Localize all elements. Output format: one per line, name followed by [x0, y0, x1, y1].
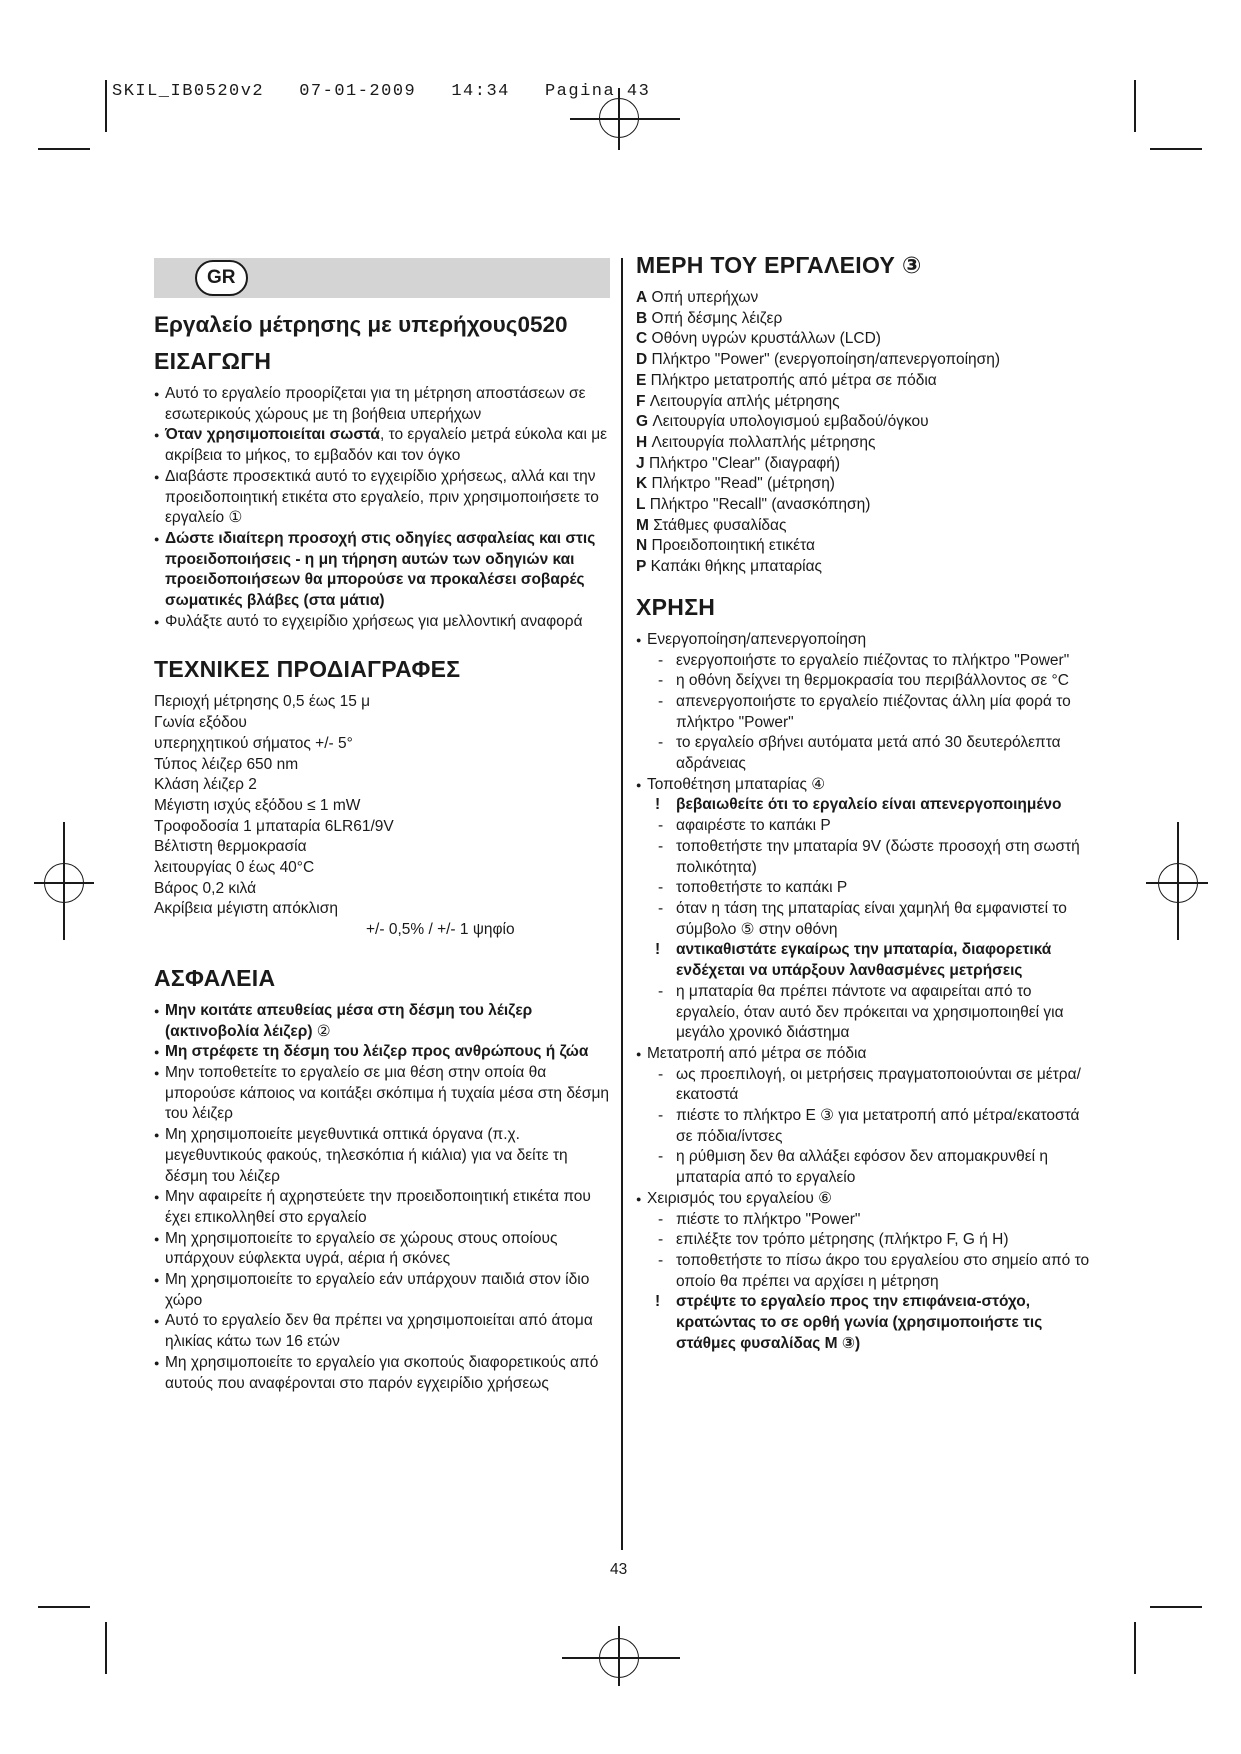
list-item: ● Ενεργοποίηση/απενεργοποίηση: [636, 630, 1096, 651]
warning-item: ! βεβαιωθείτε ότι το εργαλείο είναι απενεργοποιημένο: [636, 795, 1096, 816]
specs-list: [154, 692, 610, 940]
use-heading: ΧΡΗΣΗ: [636, 593, 716, 620]
part-key: A: [636, 289, 648, 306]
list-item: [154, 1001, 610, 1042]
part-item: [636, 454, 1096, 475]
spec-line: Τύπος λέιζερ 650 nm: [154, 755, 299, 773]
intro-list: [154, 384, 610, 632]
part-text: Λειτουργία υπολογισμού εμβαδού/όγκου: [652, 413, 929, 431]
spec-accuracy: +/- 0,5% / +/- 1 ψηφίο: [366, 921, 515, 939]
sub-item: - η μπαταρία θα πρέπει πάντοτε να αφαιρείται από το εργαλείο, όταν αυτό δεν πρόκειται να χρησιμοποιηθεί για μεγάλο χρονικό διάστημα: [636, 982, 1096, 1044]
part-item: [636, 557, 1096, 578]
part-key: J: [636, 454, 645, 472]
part-text: Πλήκτρο "Clear" (διαγραφή): [648, 454, 841, 472]
crop-mark: [38, 1606, 90, 1608]
part-text: Οπή υπερήχων: [651, 289, 759, 306]
part-text: Πλήκτρο "Read" (μέτρηση): [651, 475, 835, 493]
list-item: ● Μη στρέφετε τη δέσμη του λέιζερ προς ανθρώπους ή ζώα: [154, 1042, 610, 1063]
list-item: [154, 425, 610, 466]
part-key: E: [636, 371, 647, 389]
list-item: ● Διαβάστε προσεκτικά αυτό το εγχειρίδιο χρήσεως, αλλά και την προειδοποιητική ετικέτα στο εργαλείο, πριν χρησιμοποιήσετε το εργαλείο ①: [154, 467, 610, 529]
registration-mark-line: [562, 1657, 680, 1659]
sub-item: - πιέστε το πλήκτρο "Power": [636, 1210, 1096, 1231]
part-key: G: [636, 413, 649, 431]
left-column: [154, 258, 610, 1394]
part-text: Οθόνη υγρών κρυστάλλων (LCD): [651, 330, 881, 348]
crop-mark: [1150, 148, 1202, 150]
crop-mark: [105, 80, 107, 132]
sub-item: - τοποθετήστε το πίσω άκρο του εργαλείου στο σημείο από το οποίο θα πρέπει να αρχίσει η μέτρηση: [636, 1251, 1096, 1292]
spec-line: Μέγιστη ισχύς εξόδου ≤ 1 mW: [154, 796, 361, 814]
part-text: Προειδοποιητική ετικέτα: [651, 537, 815, 555]
part-text: Πλήκτρο "Recall" (ανασκόπηση): [649, 496, 871, 514]
safety-list: [154, 1001, 610, 1394]
part-item: [636, 371, 1096, 392]
safety-heading: ΑΣΦΑΛΕΙΑ: [154, 964, 276, 991]
spec-line: Γωνία εξόδου: [154, 714, 247, 732]
emphasis: Μην κοιτάτε απευθείας μέσα στη δέσμη του λέιζερ (ακτινοβολία λέιζερ): [165, 1001, 533, 1040]
column-divider: [621, 258, 623, 1550]
crop-mark: [38, 148, 90, 150]
list-item: ● Φυλάξτε αυτό το εγχειρίδιο χρήσεως για μελλοντική αναφορά: [154, 612, 610, 633]
crop-mark: [105, 1622, 107, 1674]
language-badge: GR: [195, 260, 248, 296]
part-text: Καπάκι θήκης μπαταρίας: [650, 558, 823, 576]
list-item: ● Αυτό το εργαλείο προορίζεται για τη μέτρηση αποστάσεων σε εσωτερικούς χώρους με τη βοήθεια υπερήχων: [154, 384, 610, 425]
spec-line: Βάρος 0,2 κιλά: [154, 879, 257, 897]
part-text: Οπή δέσμης λέιζερ: [651, 309, 783, 327]
part-key: B: [636, 309, 648, 327]
registration-mark-line: [63, 822, 65, 940]
intro-heading: ΕΙΣΑΓΩΓΗ: [154, 348, 272, 374]
part-item: [636, 495, 1096, 516]
crop-mark: [1134, 1622, 1136, 1674]
list-item: ● Μη χρησιμοποιείτε το εργαλείο για σκοπούς διαφορετικούς από αυτούς που αναφέρονται στο παρόν εγχειρίδιο χρήσεως: [154, 1353, 610, 1394]
spec-line: Κλάση λέιζερ 2: [154, 776, 257, 794]
part-item: [636, 288, 1096, 309]
sub-item: - το εργαλείο σβήνει αυτόματα μετά από 30 δευτερόλεπτα αδράνειας: [636, 733, 1096, 774]
part-text: Στάθμες φυσαλίδας: [653, 516, 787, 534]
part-key: C: [636, 330, 648, 348]
spec-line: λειτουργίας 0 έως 40°C: [154, 859, 315, 877]
print-header: SKIL_IB0520v2 07-01-2009 14:34 Pagina 43: [112, 82, 651, 101]
list-item-text: ②: [312, 1022, 331, 1040]
sub-item: - ενεργοποιήστε το εργαλείο πιέζοντας το πλήκτρο "Power": [636, 651, 1096, 672]
part-text: Λειτουργία απλής μέτρησης: [649, 392, 840, 410]
crop-mark: [1150, 1606, 1202, 1608]
spec-line: Τροφοδοσία 1 μπαταρία 6LR61/9V: [154, 817, 394, 835]
list-item: ● Δώστε ιδιαίτερη προσοχή στις οδηγίες ασφαλείας και στις προειδοποιήσεις - η μη τήρηση αυτών των οδηγιών και προειδοποιήσεων θα μπορούσε να προκαλέσει σοβαρές σωματικές βλάβες (στα μάτια): [154, 529, 610, 612]
part-text: Πλήκτρο "Power" (ενεργοποίηση/απενεργοποίηση): [651, 351, 1000, 369]
language-bar: [154, 258, 610, 298]
registration-mark-line: [1177, 822, 1179, 940]
sub-item: - όταν η τάση της μπαταρίας είναι χαμηλή θα εμφανιστεί το σύμβολο ⑤ στην οθόνη: [636, 899, 1096, 940]
list-item: ● Μετατροπή από μέτρα σε πόδια: [636, 1044, 1096, 1065]
part-key: N: [636, 537, 648, 555]
sub-item: - απενεργοποιήστε το εργαλείο πιέζοντας άλλη μία φορά το πλήκτρο "Power": [636, 692, 1096, 733]
sub-item: - επιλέξτε τον τρόπο μέτρησης (πλήκτρο F, G ή H): [636, 1230, 1096, 1251]
part-key: H: [636, 433, 648, 451]
part-key: P: [636, 558, 647, 576]
spec-line: Ακρίβεια μέγιστη απόκλιση: [154, 900, 338, 918]
spec-line: Περιοχή μέτρησης 0,5 έως 15 μ: [154, 693, 371, 711]
registration-mark-line: [618, 1626, 620, 1686]
spec-line: υπερηχητικού σήματος +/- 5°: [154, 734, 353, 752]
part-item: [636, 536, 1096, 557]
warning-item: ! αντικαθιστάτε εγκαίρως την μπαταρία, διαφορετικά ενδέχεται να υπάρξουν λανθασμένες μετρήσεις: [636, 940, 1096, 981]
part-text: Πλήκτρο μετατροπής από μέτρα σε πόδια: [650, 371, 937, 389]
parts-list: [636, 288, 1096, 578]
sub-item: - αφαιρέστε το καπάκι P: [636, 816, 1096, 837]
list-item: ● Μη χρησιμοποιείτε το εργαλείο εάν υπάρχουν παιδιά στον ίδιο χώρο: [154, 1270, 610, 1311]
list-item: ● Μην τοποθετείτε το εργαλείο σε μια θέση στην οποία θα μπορούσε κάποιος να κοιτάξει σκόπιμα ή τυχαία μέσα στη δέσμη του λέιζερ: [154, 1063, 610, 1125]
document-title: Εργαλείο μέτρησης με υπερήχους0520: [154, 312, 568, 337]
part-key: K: [636, 475, 648, 493]
use-list: [636, 630, 1096, 1355]
crop-mark: [1134, 80, 1136, 132]
specs-heading: ΤΕΧΝΙΚΕΣ ΠΡΟΔΙΑΓΡΑΦΕΣ: [154, 656, 461, 683]
sub-item: - τοποθετήστε την μπαταρία 9V (δώστε προσοχή στη σωστή πολικότητα): [636, 837, 1096, 878]
registration-mark-line: [570, 118, 680, 120]
part-item: [636, 412, 1096, 433]
sub-item: - η ρύθμιση δεν θα αλλάξει εφόσον δεν απομακρυνθεί η μπαταρία από το εργαλείο: [636, 1147, 1096, 1188]
page-number: 43: [610, 1561, 628, 1578]
part-item: [636, 309, 1096, 330]
part-item: [636, 329, 1096, 350]
sub-item: - τοποθετήστε το καπάκι P: [636, 878, 1096, 899]
part-key: M: [636, 516, 649, 534]
list-item: ● Μην αφαιρείτε ή αχρηστεύετε την προειδοποιητική ετικέτα που έχει επικολληθεί στο εργαλείο: [154, 1187, 610, 1228]
part-item: [636, 350, 1096, 371]
part-item: [636, 392, 1096, 413]
warning-item: ! στρέψτε το εργαλείο προς την επιφάνεια-στόχο, κρατώντας το σε ορθή γωνία (χρησιμοποιήστε τις στάθμες φυσαλίδας M ③): [636, 1292, 1096, 1354]
list-item: ● Μη χρησιμοποιείτε μεγεθυντικά οπτικά όργανα (π.χ. μεγεθυντικούς φακούς, τηλεσκόπια ή κιάλια) για να δείτε τη δέσμη του λέιζερ: [154, 1125, 610, 1187]
part-key: L: [636, 496, 646, 514]
part-item: [636, 516, 1096, 537]
list-item: ● Τοποθέτηση μπαταρίας ④: [636, 775, 1096, 796]
list-item: ● Αυτό το εργαλείο δεν θα πρέπει να χρησιμοποιείται από άτομα ηλικίας κάτω των 16 ετών: [154, 1311, 610, 1352]
sub-item: - πιέστε το πλήκτρο E ③ για μετατροπή από μέτρα/εκατοστά σε πόδια/ίντσες: [636, 1106, 1096, 1147]
list-item: ● Χειρισμός του εργαλείου ⑥: [636, 1189, 1096, 1210]
spec-line: Βέλτιστη θερμοκρασία: [154, 838, 307, 856]
parts-heading: ΜΕΡΗ ΤΟΥ ΕΡΓΑΛΕΙΟΥ ③: [636, 252, 922, 278]
emphasis: Όταν χρησιμοποιείται σωστά: [165, 426, 380, 444]
part-key: F: [636, 392, 646, 410]
right-column: [636, 250, 1096, 1354]
sub-item: - η οθόνη δείχνει τη θερμοκρασία του περιβάλλοντος σε °C: [636, 671, 1096, 692]
part-item: [636, 474, 1096, 495]
part-key: D: [636, 351, 648, 369]
list-item-text: , το εργαλείο μετρά εύκολα και με ακρίβεια το μήκος, το εμβαδόν και τον όγκο: [165, 426, 608, 465]
part-text: Λειτουργία πολλαπλής μέτρησης: [651, 433, 876, 451]
list-item: ● Μη χρησιμοποιείτε το εργαλείο σε χώρους στους οποίους υπάρχουν εύφλεκτα υγρά, αέρια ή σκόνες: [154, 1229, 610, 1270]
sub-item: - ως προεπιλογή, οι μετρήσεις πραγματοποιούνται σε μέτρα/εκατοστά: [636, 1065, 1096, 1106]
part-item: [636, 433, 1096, 454]
